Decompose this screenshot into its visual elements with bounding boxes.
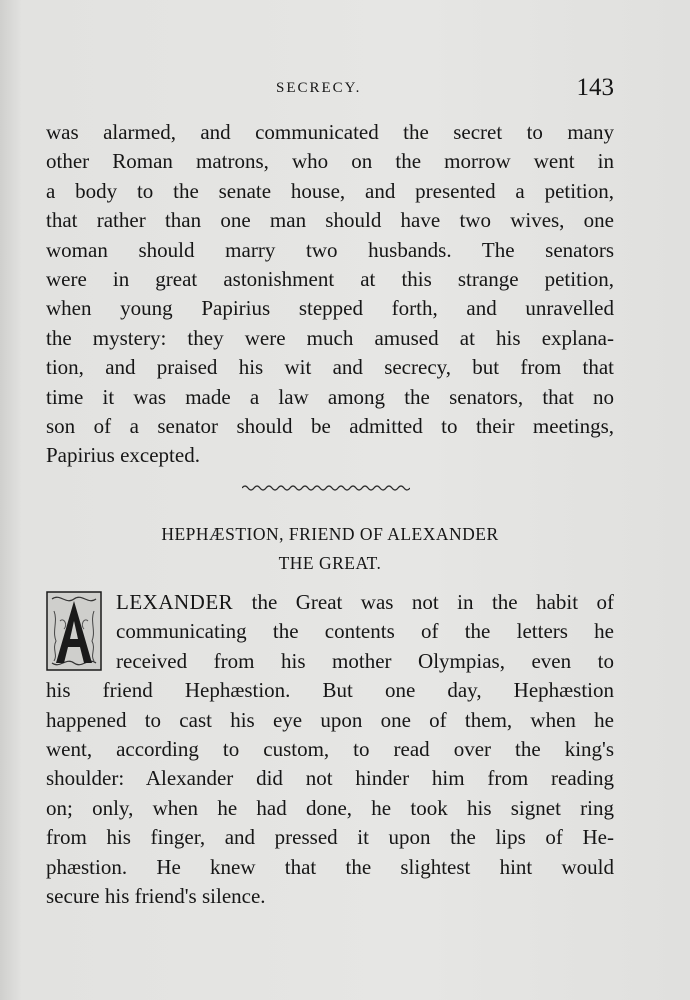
text-line: time it was made a law among the senators, that no — [46, 384, 614, 409]
first-line-rest: the Great was not in the habit of — [251, 590, 614, 614]
text-line: on; only, when he had done, he took his signet ring — [46, 795, 614, 820]
wavy-divider-ornament — [242, 482, 410, 492]
text-line: the mystery: they were much amused at his explana- — [46, 325, 614, 350]
text-line: were in great astonishment at this strange petition, — [46, 266, 614, 291]
text-line: tion, and praised his wit and secrecy, but from that — [46, 355, 614, 380]
text-line: phæstion. He knew that the slightest hint would — [46, 854, 614, 879]
text-line: shoulder: Alexander did not hinder him from reading — [46, 766, 614, 791]
text-line: received from his mother Olympias, even to — [116, 648, 614, 673]
text-line: from his finger, and pressed it upon the lips of He- — [46, 825, 614, 850]
text-line: happened to cast his eye upon one of them, when he — [46, 707, 614, 732]
paragraph-hephaestion — [46, 588, 614, 911]
page-number: 143 — [576, 74, 614, 101]
text-line: communicating the contents of the letters he — [116, 619, 614, 644]
section-heading-line1: HEPHÆSTION, FRIEND OF ALEXANDER — [161, 524, 499, 544]
running-title: SECRECY. — [276, 80, 362, 96]
paragraph-papirius — [46, 118, 614, 471]
text-line: his friend Hephæstion. But one day, Hephæstion — [46, 678, 614, 703]
first-word-rest: LEXANDER — [116, 590, 234, 614]
text-line: was alarmed, and communicated the secret to many — [46, 120, 614, 144]
text-line: that rather than one man should have two wives, one — [46, 208, 614, 233]
text-line: a body to the senate house, and presented a petition, — [46, 178, 614, 203]
text-line: went, according to custom, to read over the king's — [46, 736, 614, 761]
text-line: other Roman matrons, who on the morrow went in — [46, 149, 614, 174]
text-line: when young Papirius stepped forth, and unravelled — [46, 296, 614, 321]
text-line: son of a senator should be admitted to their meetings, — [46, 413, 614, 438]
section-heading-line2: THE GREAT. — [278, 553, 382, 573]
running-head — [46, 74, 614, 104]
text-line: woman should marry two husbands. The senators — [46, 237, 614, 262]
text-line: Papirius excepted. — [46, 443, 200, 468]
text-line: secure his friend's silence. — [46, 883, 266, 908]
text-line-first — [46, 588, 614, 617]
